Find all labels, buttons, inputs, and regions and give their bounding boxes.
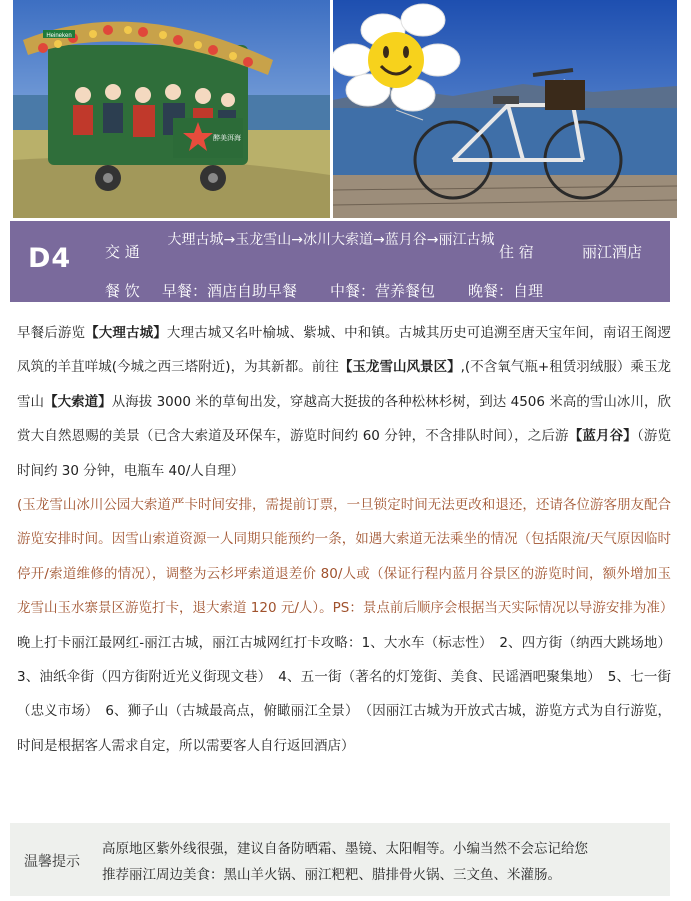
itinerary-content — [17, 316, 674, 763]
tips-line-2: 推荐丽江周边美食：黑山羊火锅、丽江粑粑、腊排骨火锅、三文鱼、米灌肠。 — [102, 867, 561, 883]
highlight-blue-moon-valley: 【蓝月谷】 — [568, 428, 637, 445]
banner-text: Heineken — [46, 33, 72, 39]
tips-title: 温馨提示 — [24, 854, 80, 870]
flower-bus-photo — [13, 0, 330, 218]
highlight-jade-dragon-snow-mountain: 【玉龙雪山风景区】 — [338, 359, 461, 376]
bus-sign-text: 醉美洱海 — [213, 135, 241, 142]
transport-label: 交 通 — [105, 243, 140, 261]
text-run: 早餐后游览 — [17, 325, 86, 341]
meal-label: 餐 饮 — [105, 282, 140, 300]
cableway-notice: (玉龙雪山冰川公园大索道严卡时间安排，需提前订票，一旦锁定时间无法更改和退还，还请各位游客朋友配合游览安排时间。因雪山索道资源一人同期只能预约一条，如遇大索道无法乘坐的情况（包括限流/天气原因临时停开/索道维修的情况），调整为云杉坪索道退差价 80/人或（保证行程内蓝月谷景区的游览时间，额外增加玉龙雪山玉水寨景区游览打卡，退大索道 120 元/人）。PS：景点前后顺序会根据当天实际情况以导游安排为准） — [17, 497, 674, 617]
stay-label: 住 宿 — [499, 243, 534, 261]
tips-line-1: 高原地区紫外线很强，建议自备防晒霜、墨镜、太阳帽等。小编当然不会忘记给您 — [102, 841, 588, 857]
breakfast-text: 早餐：酒店自助早餐 — [162, 282, 298, 300]
stay-value: 丽江酒店 — [582, 243, 643, 261]
dinner-text: 晚餐：自理 — [468, 282, 544, 300]
day-number: D4 — [28, 243, 72, 274]
highlight-big-cableway: 【大索道】 — [44, 393, 112, 410]
text-run: 大理古城又名叶榆城、紫城、中和镇。古城其历史可追溯至唐天宝年间，南诏王阁逻凤筑的羊苴咩城(今城之西三塔附近)，为其新都。前往 — [17, 325, 672, 376]
lunch-text: 中餐：营养餐包 — [330, 282, 436, 300]
text-run: （游览时间约 30 分钟，电瓶车 40/人自理） — [17, 428, 672, 479]
tips-box — [10, 823, 670, 896]
text-run: ,(不含氧气瓶+租赁羽绒服）乘玉龙雪山 — [17, 359, 671, 410]
photo-strip — [13, 0, 677, 218]
itinerary-paragraph — [17, 316, 671, 488]
bicycle-photo — [333, 0, 677, 218]
highlight-dali-old-town: 【大理古城】 — [85, 325, 167, 341]
text-run: 从海拔 3000 米的草甸出发，穿越高大挺拔的各种松林杉树，到达 4506 米高的雪山冰川，欣赏大自然恩赐的美景（已含大索道及环保车，游览时间约 60 分钟，不含排队时间），之后游 — [17, 393, 672, 445]
day-summary-bar — [10, 221, 670, 302]
evening-paragraph: 晚上打卡丽江最网红-丽江古城，丽江古城网红打卡攻略：1、大水车（标志性） 2、四方街（纳西大跳场地）3、油纸伞街（四方街附近光义街现文巷） 4、五一街（著名的灯笼街、美食、民谣酒吧聚集地） 5、七一街 （忠义市场） 6、狮子山（古城最高点，俯瞰丽江全景） （因丽江古城为开放式古城，游览方式为自行游览，时间是根据客人需求自定，所以需要客人自行返回酒店） — [17, 634, 671, 754]
route-text: 大理古城→玉龙雪山→冰川大索道→蓝月谷→丽江古城 — [167, 232, 495, 248]
